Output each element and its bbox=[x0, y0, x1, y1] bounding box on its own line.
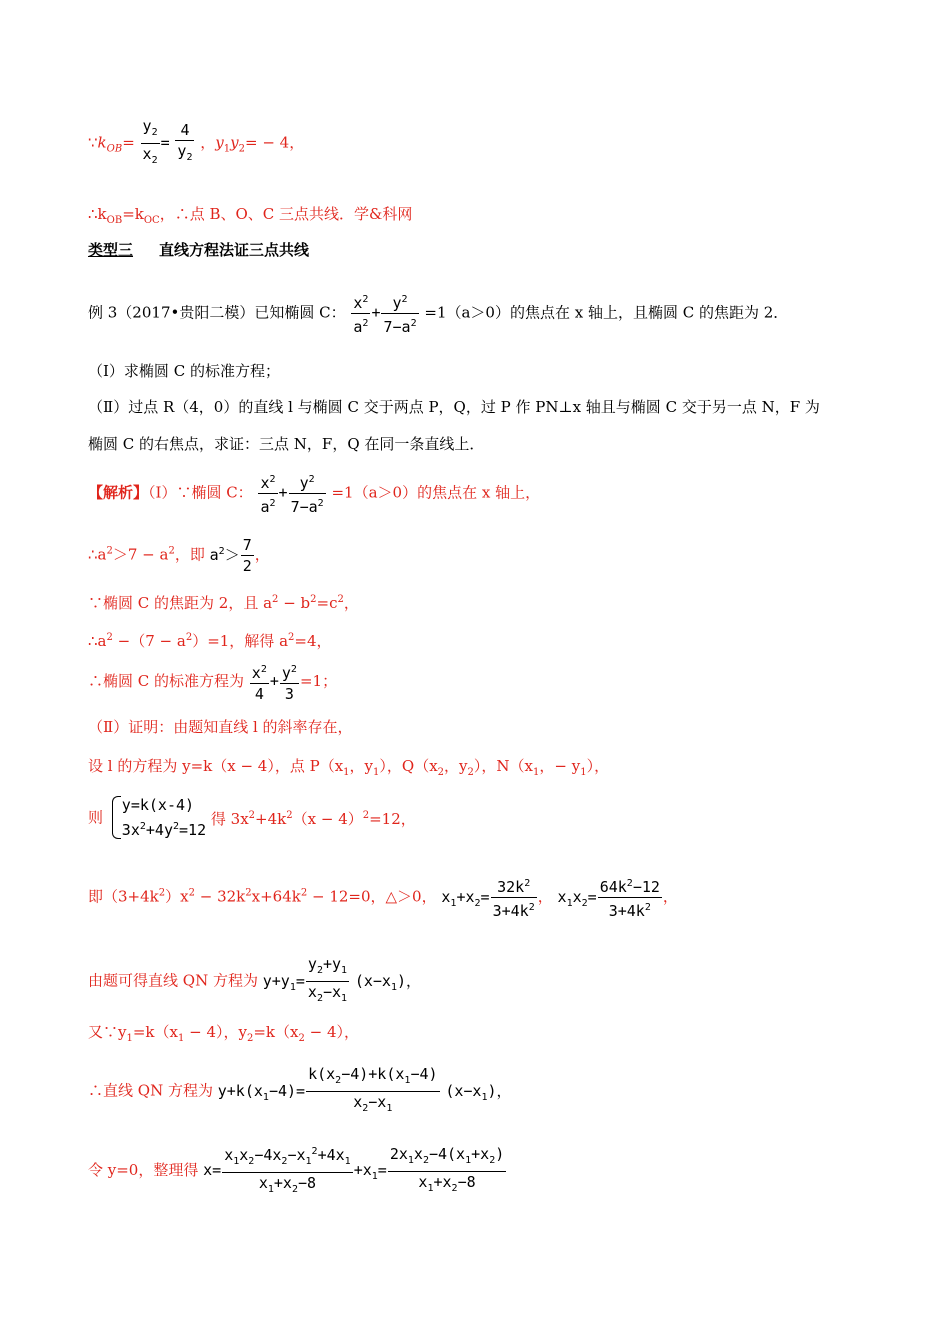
fraction: $\frac{x^2}{a^2}$ bbox=[258, 470, 277, 517]
fraction: $\frac{64k^2-12}{3+4k^2}$ bbox=[598, 874, 662, 921]
step-substitute: 又$\because y_1=k(x_1 - 4)$，$y_2=k(x_2 - 4)$， bbox=[88, 1023, 360, 1044]
step-solve: $\therefore a^2 -(7 - a^2)=1$，解得 $a^2=4$， bbox=[88, 632, 332, 650]
step-focal: ∵椭圆 C 的焦距为 2，且 $a^2 - b^2=c^2$， bbox=[88, 594, 359, 612]
step-a2: $\therefore a^2>7 - a^2$，即 $a^2>$ $\frac{7}{2}$ ， bbox=[88, 536, 270, 575]
section-heading: 类型三 直线方程法证三点共线 bbox=[88, 241, 310, 259]
fraction: $\frac{y^2}{3}$ bbox=[280, 660, 299, 704]
step-standard-eq: ∴椭圆 C 的标准方程为 $\frac{x^2}{4}$ + $\frac{y^2}{3}$ =1； bbox=[88, 660, 337, 704]
step-system: 则 y=k(x-4) $3x^2+4y^2=12$ 得 $3x^2+4k^2(x - 4)^2=12$， bbox=[88, 796, 416, 839]
fraction: $\frac{y^2}{7-a^2}$ bbox=[381, 290, 418, 337]
step-x-intercept: 令 y=0，整理得 x= $\frac{x_1x_2-4x_2-x_1^2+4x_1}{x_1+x_2-8}$ $+x_1=$ $\frac{2x_1x_2-4(x_1+x_2)}{x_1+x_2-8}$ bbox=[88, 1142, 507, 1200]
line-collinear: $\therefore k_{OB}=k_{OC}$，∴点 B、O、C 三点共线．学&科网 bbox=[88, 205, 413, 226]
fraction: $\frac{y_2}{x_2}$ bbox=[142, 117, 158, 166]
fraction: $\frac{x^2}{a^2}$ bbox=[351, 290, 370, 337]
proof-start: （Ⅱ）证明：由题知直线 l 的斜率存在， bbox=[88, 718, 353, 736]
question-2: （Ⅱ）过点 R（4，0）的直线 l 与椭圆 C 交于两点 P，Q，过 P 作 PN⊥x 轴且与椭圆 C 交于另一点 N，F 为 bbox=[88, 398, 820, 416]
fraction: $\frac{k(x_2-4)+k(x_1-4)}{x_2-x_1}$ bbox=[308, 1065, 438, 1114]
fraction: $\frac{x^2}{4}$ bbox=[250, 660, 269, 704]
example-3: 例 3（2017•贵阳二模）已知椭圆 C： $\frac{x^2}{a^2}$ + $\frac{y^2}{7-a^2}$ =1（a＞0）的焦点在 x 轴上，且椭圆 C 的焦距为 2． bbox=[88, 290, 788, 337]
line-kob: $\because k_{OB}=$ $\frac{y_2}{x_2}$ = $\frac{4}{y_2}$ ，$y_1y_2= - 4$， bbox=[88, 116, 304, 171]
step-quadratic: 即$(3+4k^2)x^2 - 32k^2x+64k^2 - 12=0$，△＞0， $x_1+x_2=$ $\frac{32k^2}{3+4k^2}$ ， $x_1x_2=$ $\frac{64k^2-12}{3+4k^2}$ ， bbox=[88, 874, 678, 921]
fraction: $\frac{4}{y_2}$ bbox=[177, 120, 193, 163]
step-qn-line: 由题可得直线 QN 方程为 $y+y_1=$ $\frac{y_2+y_1}{x_2-x_1}$ $(x-x_1)$， bbox=[88, 954, 421, 1009]
fraction: $\frac{7}{2}$ bbox=[242, 536, 252, 575]
question-2-cont: 椭圆 C 的右焦点，求证：三点 N，F，Q 在同一条直线上． bbox=[88, 435, 485, 453]
fraction: $\frac{32k^2}{3+4k^2}$ bbox=[491, 874, 537, 921]
fraction: $\frac{y^2}{7-a^2}$ bbox=[289, 470, 326, 517]
equation-system: y=k(x-4) $3x^2+4y^2=12$ bbox=[108, 794, 206, 841]
solution-start: 【解析】（Ⅰ）∵椭圆 C： $\frac{x^2}{a^2}$ + $\frac{y^2}{7-a^2}$ =1（a＞0）的焦点在 x 轴上， bbox=[88, 470, 540, 517]
fraction: $\frac{y_2+y_1}{x_2-x_1}$ bbox=[307, 955, 348, 1004]
fraction: $\frac{x_1x_2-4x_2-x_1^2+4x_1}{x_1+x_2-8}$ bbox=[222, 1142, 353, 1200]
question-1: （Ⅰ）求椭圆 C 的标准方程； bbox=[88, 362, 280, 380]
step-qn-line-k: ∴直线 QN 方程为 $y+k(x_1-4)=$ $\frac{k(x_2-4)+k(x_1-4)}{x_2-x_1}$ $(x-x_1)$， bbox=[88, 1064, 512, 1119]
step-line-eq: 设 l 的方程为 y=k（x − 4），点 $P(x_1$，$y_1$），$Q(x_2$，$y_2$），$N(x_1$，− $y_1$）， bbox=[88, 757, 610, 778]
fraction: $\frac{2x_1x_2-4(x_1+x_2)}{x_1+x_2-8}$ bbox=[389, 1144, 505, 1194]
